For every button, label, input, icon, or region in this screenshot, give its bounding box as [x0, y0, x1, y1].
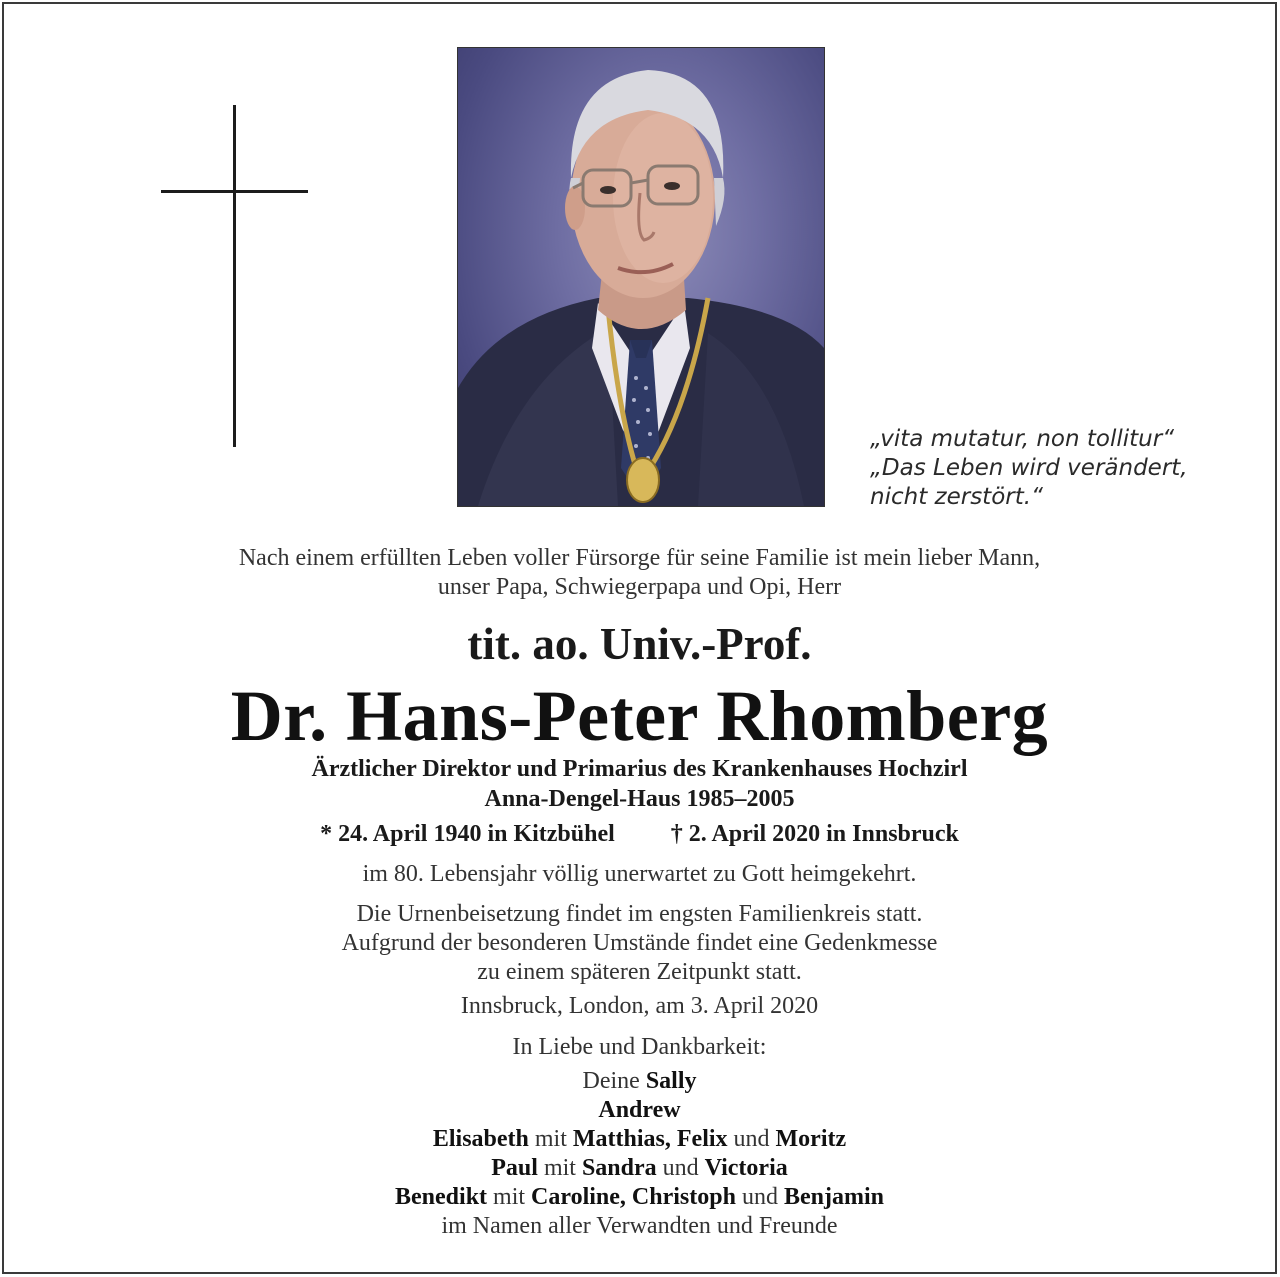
family-row: [4, 1125, 1275, 1154]
portrait-photo: [457, 47, 825, 507]
family-text: mit: [487, 1184, 532, 1210]
family-row: [4, 1067, 1275, 1096]
family-text: und: [656, 1155, 705, 1181]
burial-text: [4, 900, 1275, 987]
closing-phrase: In Liebe und Dankbarkeit:: [512, 1034, 767, 1060]
family-row: [4, 1212, 1275, 1241]
family-text: mit: [528, 1126, 573, 1152]
family-member: Andrew: [598, 1097, 681, 1123]
position-text: [4, 754, 1275, 814]
burial-line-3: zu einem späteren Zeitpunkt statt.: [477, 959, 802, 985]
family-row: [4, 1154, 1275, 1183]
family-text: im Namen aller Verwandten und Freunde: [441, 1213, 838, 1239]
academic-title: tit. ao. Univ.-Prof.: [467, 619, 812, 669]
family-member: Sally: [645, 1068, 697, 1094]
family-text: und: [735, 1184, 784, 1210]
cross-horizontal-bar: [161, 190, 308, 193]
obituary-notice: [2, 2, 1277, 1274]
intro-line-1: Nach einem erfüllten Leben voller Fürsorge für seine Familie ist mein lieber Mann,: [238, 545, 1041, 571]
deceased-name: Dr. Hans-Peter Rhomberg: [230, 676, 1049, 756]
place-date: Innsbruck, London, am 3. April 2020: [460, 993, 819, 1019]
cross-vertical-bar: [233, 105, 236, 447]
family-member: Benjamin: [783, 1184, 884, 1210]
death-date: † 2. April 2020 in Innsbruck: [670, 821, 959, 847]
family-text: und: [727, 1126, 776, 1152]
family-member: Paul: [491, 1155, 538, 1181]
family-row: [4, 1096, 1275, 1125]
life-dates: [4, 819, 1275, 849]
motto-quote: [870, 425, 1250, 512]
family-text: Deine: [582, 1068, 646, 1094]
family-member: Caroline, Christoph: [531, 1184, 736, 1210]
family-member: Victoria: [704, 1155, 788, 1181]
return-text: im 80. Lebensjahr völlig unerwartet zu Gott heimgekehrt.: [362, 861, 917, 887]
motto-line-2: „Das Leben wird verändert,: [870, 455, 1188, 481]
intro-text: [4, 544, 1275, 602]
family-member: Benedikt: [395, 1184, 488, 1210]
burial-line-2: Aufgrund der besonderen Umstände findet eine Gedenkmesse: [341, 930, 938, 956]
burial-line-1: Die Urnenbeisetzung findet im engsten Familienkreis statt.: [356, 901, 923, 927]
family-row: [4, 1183, 1275, 1212]
family-member: Moritz: [775, 1126, 847, 1152]
birth-date: * 24. April 1940 in Kitzbühel: [320, 821, 615, 847]
position-line-1: Ärztlicher Direktor und Primarius des Krankenhauses Hochzirl: [311, 756, 968, 782]
family-text: mit: [537, 1155, 582, 1181]
family-list: [4, 1067, 1275, 1241]
portrait-illustration: [458, 48, 824, 506]
family-member: Elisabeth: [432, 1126, 529, 1152]
family-member: Matthias, Felix: [572, 1126, 728, 1152]
intro-line-2: unser Papa, Schwiegerpapa und Opi, Herr: [437, 574, 842, 600]
motto-line-3: nicht zerstört.“: [870, 484, 1043, 510]
family-member: Sandra: [581, 1155, 657, 1181]
position-line-2: Anna-Dengel-Haus 1985–2005: [484, 786, 795, 812]
motto-line-1: „vita mutatur, non tollitur“: [870, 426, 1175, 452]
